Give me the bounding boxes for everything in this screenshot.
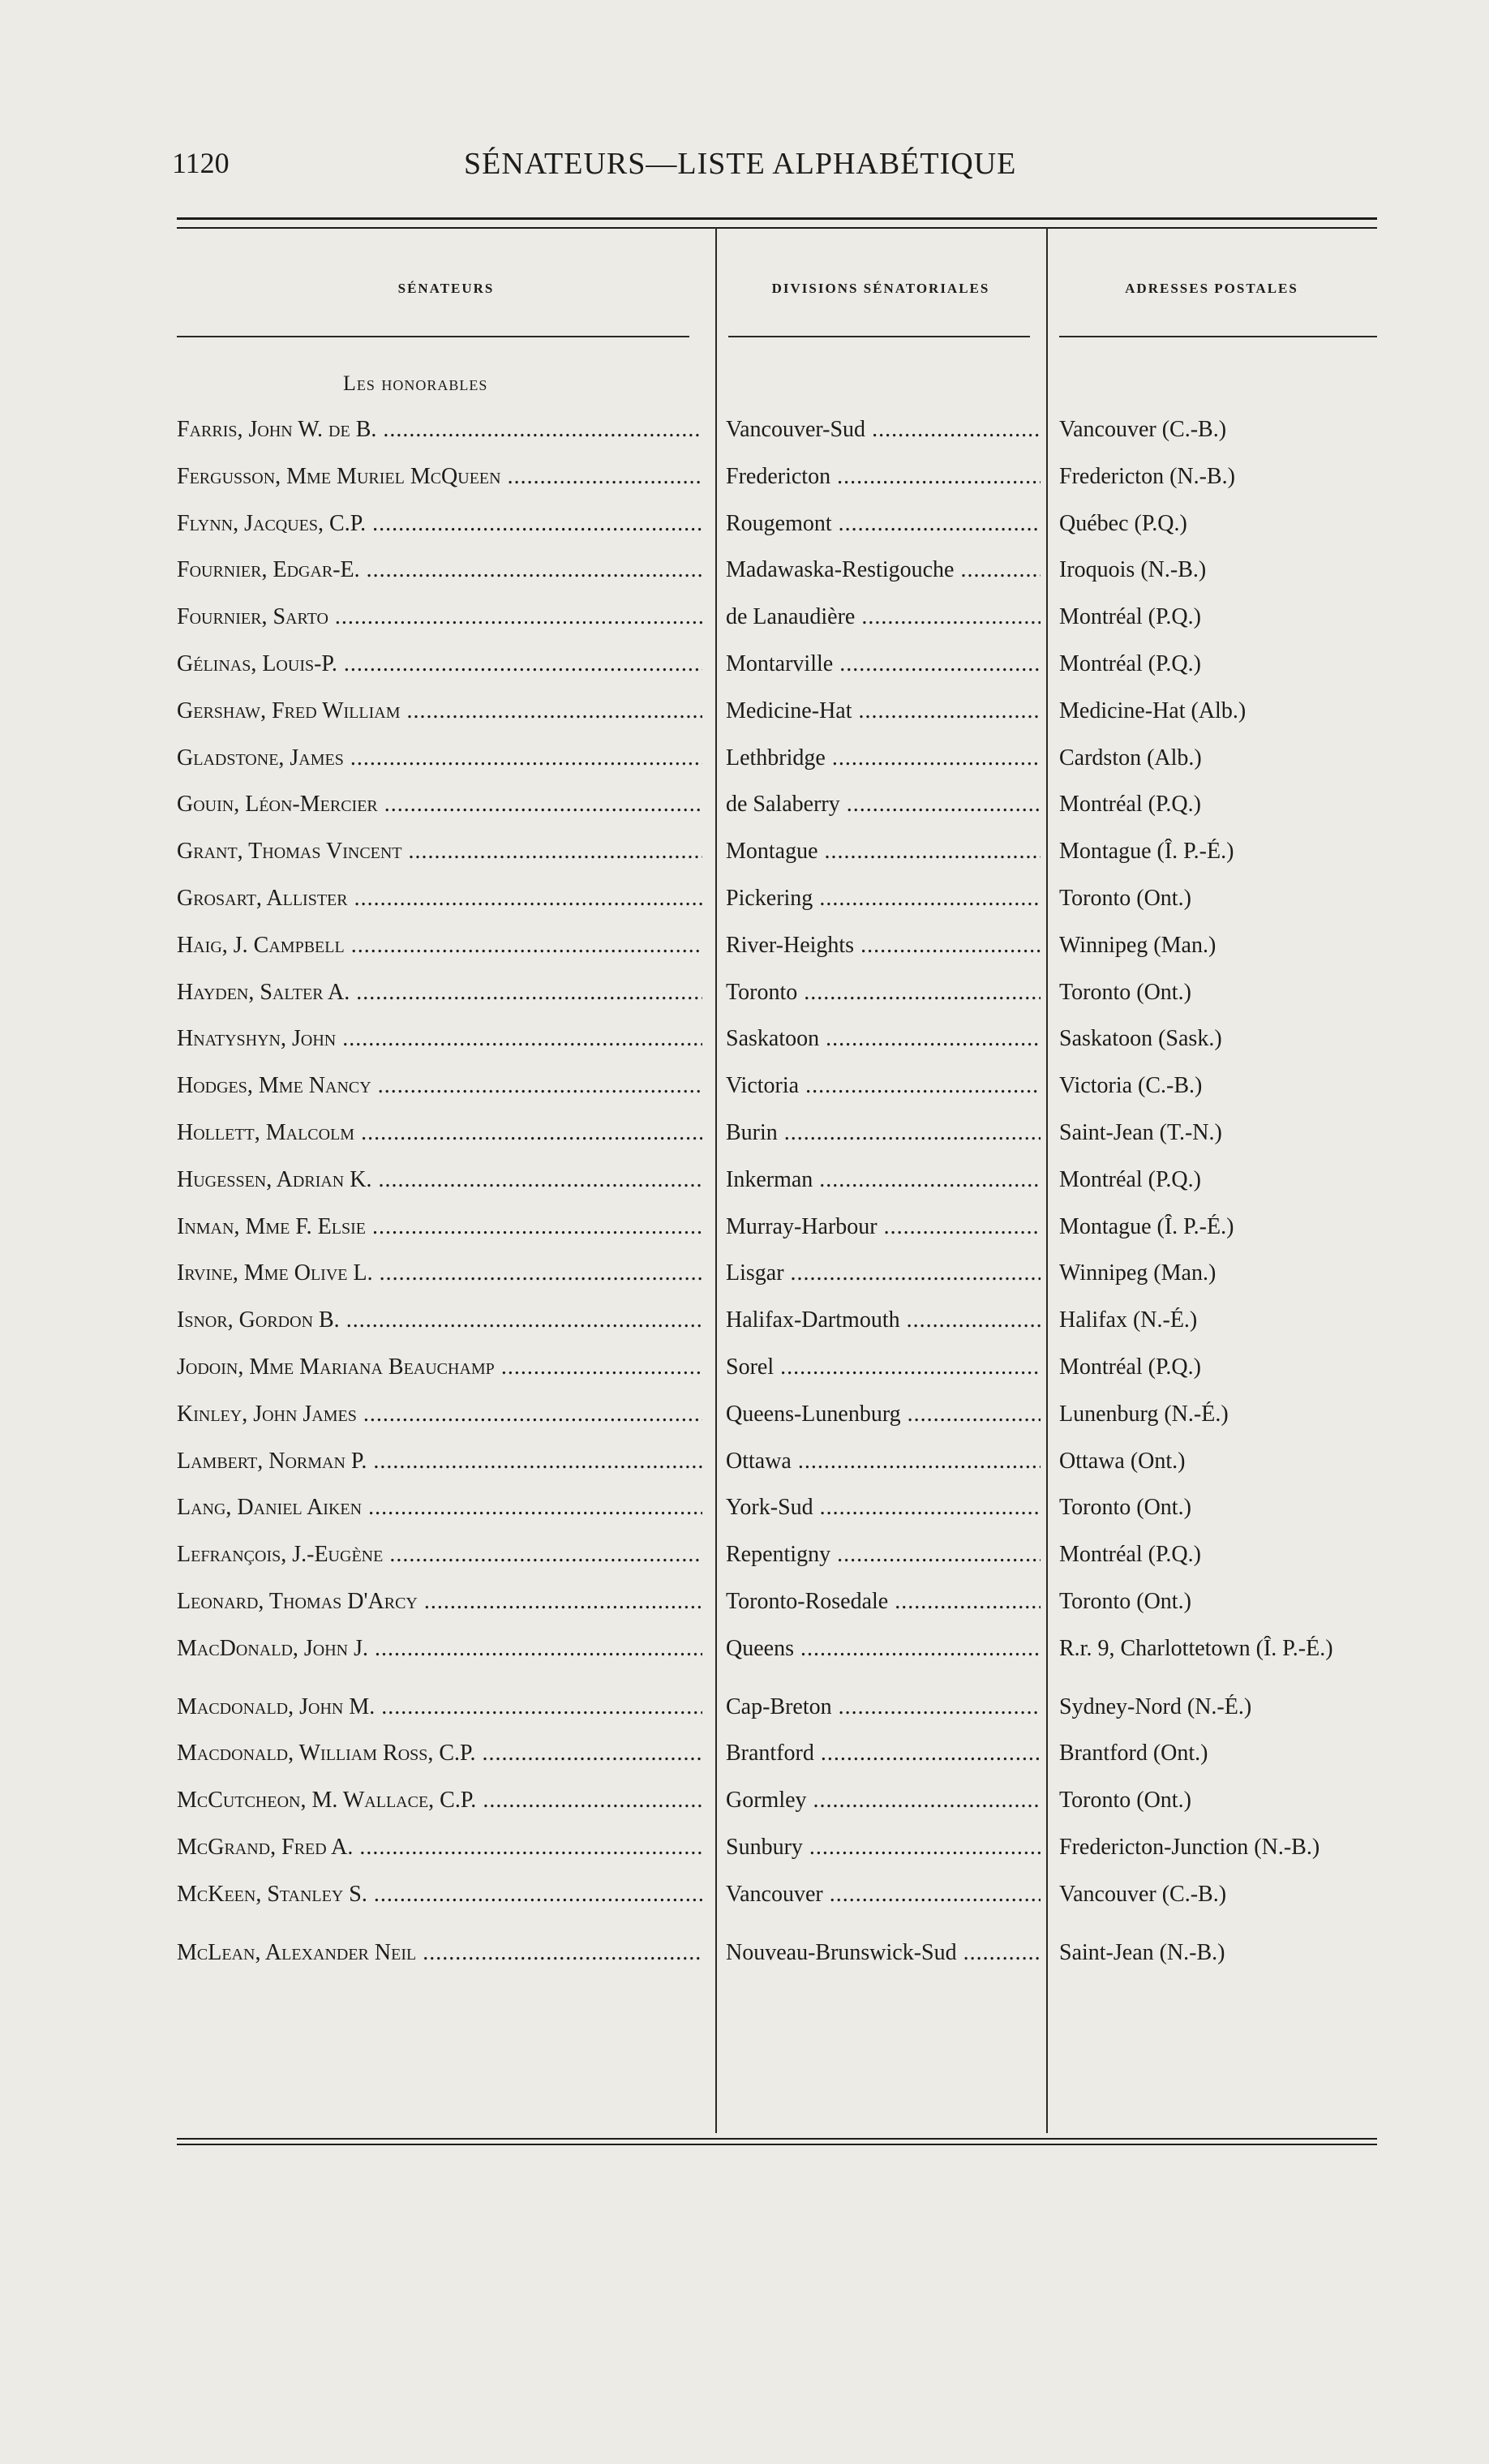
senator-name: Lambert, Norman P. ..... [177,1449,702,1475]
senator-name: Farris, John W. de B. ..... [177,417,702,443]
senator-name: Grosart, Allister ..... [177,886,702,912]
page-title: SÉNATEURS—LISTE ALPHABÉTIQUE [464,147,1017,181]
page-header [172,146,1372,188]
postal-address: Vancouver (C.-B.) [1059,417,1227,442]
postal-address: Fredericton (N.-B.) [1059,463,1235,489]
postal-address: Toronto (Ont.) [1059,1495,1191,1521]
postal-address: Cardston (Alb.) [1059,745,1202,771]
postal-address: Lunenburg (N.-É.) [1059,1401,1229,1427]
senatorial-division: Victoria ..... [726,1073,1041,1099]
senatorial-division: Fredericton ..... [726,464,1041,490]
senatorial-division: Saskatoon ..... [726,1026,1041,1052]
senator-name: Hayden, Salter A. ..... [177,980,702,1006]
senator-name: Hollett, Malcolm ..... [177,1120,702,1146]
senatorial-division: Murray-Harbour ..... [726,1214,1041,1240]
senator-name: Hnatyshyn, John ..... [177,1026,702,1052]
senator-name: Flynn, Jacques, C.P. ..... [177,511,702,537]
postal-address: Montague (Î. P.-É.) [1059,839,1234,865]
postal-address: Toronto (Ont.) [1059,1589,1191,1614]
postal-address: Brantford (Ont.) [1059,1741,1208,1766]
senatorial-division: Madawaska-Restigouche ..... [726,557,1041,583]
postal-address: Montréal (P.Q.) [1059,651,1201,676]
senatorial-division: Lethbridge ..... [726,745,1041,771]
senatorial-division: de Salaberry ..... [726,792,1041,818]
senator-name: Kinley, John James ..... [177,1402,702,1427]
senatorial-division: Ottawa ..... [726,1449,1041,1475]
senator-name: Fergusson, Mme Muriel McQueen ..... [177,464,702,490]
senator-name: Jodoin, Mme Mariana Beauchamp ..... [177,1354,702,1380]
postal-address: Montréal (P.Q.) [1059,604,1201,630]
senatorial-division: Montague ..... [726,839,1041,865]
postal-address: Sydney-Nord (N.-É.) [1059,1693,1252,1719]
senatorial-division: Brantford ..... [726,1741,1041,1766]
senator-name: McLean, Alexander Neil ..... [177,1940,702,1966]
senatorial-division: Pickering ..... [726,886,1041,912]
postal-address: Winnipeg (Man.) [1059,932,1217,958]
senator-name: Lang, Daniel Aiken ..... [177,1495,702,1521]
postal-address: Montréal (P.Q.) [1059,1542,1201,1568]
postal-address: Montréal (P.Q.) [1059,792,1201,818]
section-label: Les honorables [343,371,488,395]
senator-name: Gershaw, Fred William ..... [177,698,702,724]
senatorial-division: Repentigny ..... [726,1542,1041,1568]
column-header-addresses: ADRESSES POSTALES [1125,281,1298,296]
senator-name: McGrand, Fred A. ..... [177,1835,702,1861]
column-divider [1046,227,1048,2133]
header-rule [1059,336,1377,337]
senatorial-division: Sorel ..... [726,1354,1041,1380]
senatorial-division: Halifax-Dartmouth ..... [726,1307,1041,1333]
header-rule [177,336,689,337]
postal-address: Toronto (Ont.) [1059,1788,1191,1814]
senatorial-division: Toronto-Rosedale ..... [726,1589,1041,1615]
senatorial-division: Nouveau-Brunswick-Sud ..... [726,1940,1041,1966]
senators-table [177,217,1377,2464]
senatorial-division: Medicine-Hat ..... [726,698,1041,724]
postal-address: Winnipeg (Man.) [1059,1260,1217,1286]
postal-address: Iroquois (N.-B.) [1059,557,1207,583]
page-number: 1120 [172,147,230,179]
postal-address: Montréal (P.Q.) [1059,1166,1201,1192]
postal-address: Medicine-Hat (Alb.) [1059,698,1247,723]
postal-address: Toronto (Ont.) [1059,979,1191,1005]
top-double-rule [177,217,1377,229]
bottom-double-rule [177,2138,1377,2145]
senator-name: Leonard, Thomas D'Arcy ..... [177,1589,702,1615]
postal-address: R.r. 9, Charlottetown (Î. P.-É.) [1059,1635,1333,1661]
senator-name: MacDonald, John J. ..... [177,1636,702,1662]
senatorial-division: Gormley ..... [726,1788,1041,1814]
senator-name: McKeen, Stanley S. ..... [177,1882,702,1908]
senator-name: Lefrançois, J.-Eugène ..... [177,1542,702,1568]
senatorial-division: Queens-Lunenburg ..... [726,1402,1041,1427]
senatorial-division: de Lanaudière ..... [726,604,1041,630]
postal-address: Vancouver (C.-B.) [1059,1881,1227,1907]
senator-name: Macdonald, William Ross, C.P. ..... [177,1741,702,1766]
senator-name: Hodges, Mme Nancy ..... [177,1073,702,1099]
postal-address: Montague (Î. P.-É.) [1059,1213,1234,1239]
postal-address: Ottawa (Ont.) [1059,1448,1186,1474]
senator-name: Gouin, Léon-Mercier ..... [177,792,702,818]
column-header-divisions: DIVISIONS SÉNATORIALES [771,281,990,296]
senator-name: Isnor, Gordon B. ..... [177,1307,702,1333]
senatorial-division: Queens ..... [726,1636,1041,1662]
senatorial-division: Cap-Breton ..... [726,1694,1041,1720]
postal-address: Saskatoon (Sask.) [1059,1026,1222,1052]
senatorial-division: Burin ..... [726,1120,1041,1146]
senator-name: Irvine, Mme Olive L. ..... [177,1260,702,1286]
senator-name: Gladstone, James ..... [177,745,702,771]
senatorial-division: Toronto ..... [726,980,1041,1006]
postal-address: Montréal (P.Q.) [1059,1354,1201,1380]
senator-name: Gélinas, Louis-P. ..... [177,651,702,677]
senatorial-division: Lisgar ..... [726,1260,1041,1286]
senatorial-division: York-Sud ..... [726,1495,1041,1521]
postal-address: Victoria (C.-B.) [1059,1073,1203,1099]
senatorial-division: Rougemont ..... [726,511,1041,537]
senator-name: Fournier, Sarto ..... [177,604,702,630]
postal-address: Fredericton-Junction (N.-B.) [1059,1835,1320,1860]
senatorial-division: Inkerman ..... [726,1167,1041,1193]
senator-name: Fournier, Edgar-E. ..... [177,557,702,583]
column-header-senators: SÉNATEURS [397,281,495,296]
postal-address: Halifax (N.-É.) [1059,1307,1198,1333]
senatorial-division: Montarville ..... [726,651,1041,677]
senatorial-division: Sunbury ..... [726,1835,1041,1861]
senator-name: McCutcheon, M. Wallace, C.P. ..... [177,1788,702,1814]
postal-address: Saint-Jean (N.-B.) [1059,1939,1225,1965]
senator-name: Inman, Mme F. Elsie ..... [177,1214,702,1240]
senator-name: Hugessen, Adrian K. ..... [177,1167,702,1193]
postal-address: Toronto (Ont.) [1059,886,1191,911]
senatorial-division: River-Heights ..... [726,933,1041,959]
senatorial-division: Vancouver ..... [726,1882,1041,1908]
postal-address: Saint-Jean (T.-N.) [1059,1120,1222,1145]
postal-address: Québec (P.Q.) [1059,510,1187,536]
header-rule [728,336,1030,337]
senatorial-division: Vancouver-Sud ..... [726,417,1041,443]
senator-name: Grant, Thomas Vincent ..... [177,839,702,865]
senator-name: Haig, J. Campbell ..... [177,933,702,959]
column-divider [715,227,717,2133]
senator-name: Macdonald, John M. ..... [177,1694,702,1720]
